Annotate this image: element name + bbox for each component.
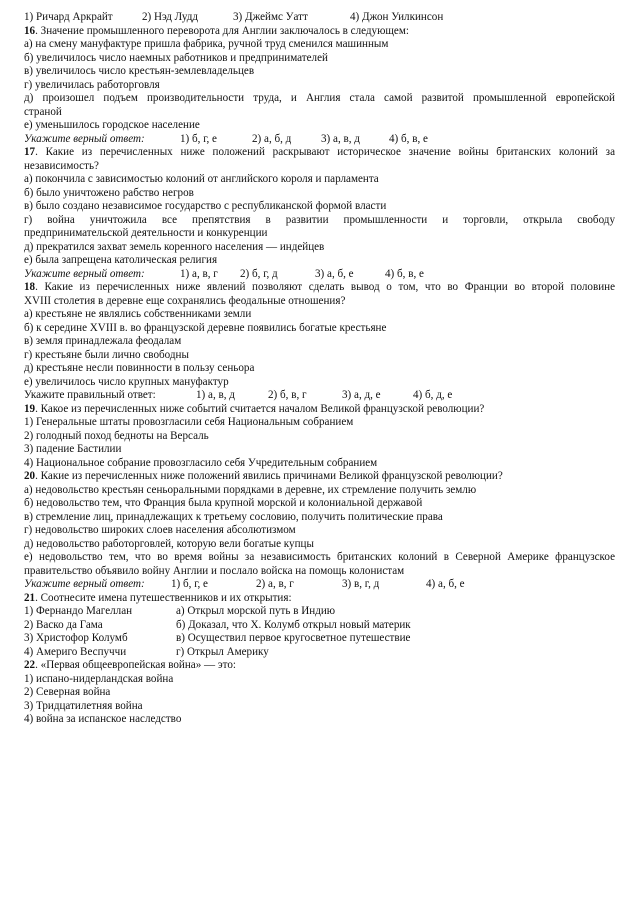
q17-answer-2: 2) б, г, д <box>240 267 278 280</box>
q16-item: е) уменьшилось городское население <box>24 119 200 131</box>
q17-answer-4: 4) б, в, е <box>385 267 424 280</box>
q20-answer-3: 3) в, г, д <box>342 578 380 590</box>
q22-text: . «Первая общеевропейская война» — это: <box>35 659 237 671</box>
q17-text-cont: независимость? <box>24 159 99 172</box>
q16-item: б) увеличилось число наемных работников и предпринимателей <box>24 51 328 64</box>
q16-answer-3: 3) а, в, д <box>321 132 360 145</box>
q21-traveler: 2) Васко да Гама <box>24 618 103 631</box>
q21-question <box>24 592 615 606</box>
q17-item: а) покончила с зависимостью колоний от английского короля и парламента <box>24 173 379 185</box>
q21-pair <box>24 605 615 619</box>
q21-traveler: 4) Америго Веспуччи <box>24 645 127 658</box>
q15-option-3: 3) Джеймс Уатт <box>233 11 308 23</box>
q20-item: правительство объявило войну Англии и послало войска на помощь колонистам <box>24 564 405 577</box>
q18-answers <box>24 389 615 403</box>
q21-text: . Соотнесите имена путешественников и их открытия: <box>35 591 292 604</box>
q18-item: д) крестьяне несли повинности в пользу сеньора <box>24 362 255 374</box>
q22-item: 2) Северная война <box>24 686 111 698</box>
q18-item: в) земля принадлежала феодалам <box>24 335 182 347</box>
q17-answers <box>24 268 615 282</box>
q16-text: . Значение промышленного переворота для Англии заключалось в следующем: <box>35 24 409 37</box>
document-page <box>24 11 615 727</box>
q19-item: 4) Национальное собрание провозгласило себя Учредительным собранием <box>24 456 378 469</box>
q16-answer-4: 4) б, в, е <box>389 132 428 145</box>
q21-discovery: б) Доказал, что Х. Колумб открыл новый материк <box>176 618 411 631</box>
q20-item: г) недовольство широких слоев населения абсолютизмом <box>24 524 296 536</box>
q21-pair <box>24 632 615 646</box>
q17-item: г) война уничтожила все препятствия в развитии промышленности и торговли, открыла свободу <box>24 213 615 226</box>
q17-number: 17 <box>24 146 36 158</box>
q22-item: 4) война за испанское наследство <box>24 713 182 725</box>
q16-answer-2: 2) а, б, д <box>252 132 292 145</box>
q20-item: д) недовольство работорговлей, которую вели богатые купцы <box>24 537 314 550</box>
q21-discovery: а) Открыл морской путь в Индию <box>176 605 336 617</box>
q21-traveler: 1) Фернандо Магеллан <box>24 605 133 617</box>
q17-text: . Какие из перечисленных ниже положений раскрывают историческое значение войны британских колоний за <box>35 146 615 158</box>
q17-answer-1: 1) а, в, г <box>180 267 218 280</box>
q17-item: в) было создано независимое государство с республиканской формой власти <box>24 200 387 212</box>
q16-item: страной <box>24 105 62 118</box>
q21-traveler: 3) Христофор Колумб <box>24 632 128 644</box>
q17-item: б) было уничтожено рабство негров <box>24 186 194 199</box>
q16-question <box>24 25 615 39</box>
q15-option-4: 4) Джон Уилкинсон <box>350 11 444 23</box>
q17-question <box>24 146 615 160</box>
q19-item: 2) голодный поход бедноты на Версаль <box>24 429 209 442</box>
q16-item: г) увеличилась работорговля <box>24 78 160 91</box>
q20-answer-label: Укажите верный ответ: <box>24 578 145 590</box>
q18-item: г) крестьяне были лично свободны <box>24 348 189 361</box>
q17-answer-label: Укажите верный ответ: <box>24 267 145 280</box>
q19-item: 3) падение Бастилии <box>24 443 122 455</box>
q21-discovery: в) Осуществил первое кругосветное путешествие <box>176 632 411 644</box>
q16-answer-label: Укажите верный ответ: <box>24 132 145 145</box>
q20-text: . Какие из перечисленных ниже положений явились причинами Великой французской революции? <box>35 470 503 482</box>
q16-item: д) произошел подъем производительности труда, и Англия стала самой развитой промышленной европейской <box>24 92 615 104</box>
q19-number: 19 <box>24 402 36 415</box>
q18-answer-label: Укажите правильный ответ: <box>24 389 156 401</box>
q20-item: в) стремление лиц, принадлежащих к третьему сословию, получить политические права <box>24 510 443 523</box>
q20-question <box>24 470 615 484</box>
q21-discovery: г) Открыл Америку <box>176 645 269 658</box>
q16-number: 16 <box>24 24 36 37</box>
q18-item: е) увеличилось число крупных мануфактур <box>24 375 229 388</box>
q18-text-cont: XVIII столетия в деревне еще сохранялись феодальные отношения? <box>24 294 346 307</box>
q17-answer-3: 3) а, б, е <box>315 267 354 280</box>
q16-answers <box>24 133 615 147</box>
q16-item: в) увеличилось число крестьян-землевладельцев <box>24 65 255 77</box>
q15-option-1: 1) Ричард Аркрайт <box>24 11 113 23</box>
q18-answer-3: 3) а, д, е <box>342 389 381 401</box>
q18-number: 18 <box>24 281 36 293</box>
q20-answers <box>24 578 615 592</box>
q22-question <box>24 659 615 673</box>
q21-number: 21 <box>24 591 36 604</box>
q20-answer-4: 4) а, б, е <box>426 578 465 590</box>
q19-text: . Какое из перечисленных ниже событий считается началом Великой французской революции? <box>35 402 485 415</box>
q22-item: 3) Тридцатилетняя война <box>24 699 143 712</box>
q20-number: 20 <box>24 470 36 482</box>
q18-text: . Какие из перечисленных ниже явлений позволяют сделать вывод о том, что во Франции во второй половине <box>35 281 615 293</box>
q20-answer-1: 1) б, г, е <box>171 578 208 590</box>
q17-item: е) была запрещена католическая религия <box>24 254 218 266</box>
q18-answer-2: 2) б, в, г <box>268 389 307 401</box>
q21-pair <box>24 646 615 660</box>
q15-options <box>24 11 615 25</box>
q19-item: 1) Генеральные штаты провозгласили себя Национальным собранием <box>24 416 354 428</box>
q21-pair <box>24 619 615 633</box>
q18-item: б) к середине XVIII в. во французской деревне появились богатые крестьяне <box>24 321 387 334</box>
q18-question <box>24 281 615 295</box>
q18-answer-4: 4) б, д, е <box>413 389 453 401</box>
q17-item: предпринимательской деятельности и конкуренции <box>24 227 268 239</box>
q19-question <box>24 403 615 417</box>
q20-item: е) недовольство тем, что во время войны за независимость британских колоний в Северной Америке французское <box>24 551 615 563</box>
q20-item: б) недовольство тем, что Франция была крупной морской и колониальной державой <box>24 497 423 509</box>
q18-item: а) крестьяне не являлись собственниками земли <box>24 308 252 320</box>
q17-item: д) прекратился захват земель коренного населения — индейцев <box>24 240 325 253</box>
q20-answer-2: 2) а, в, г <box>256 578 294 590</box>
q22-number: 22 <box>24 659 36 671</box>
q20-item: а) недовольство крестьян сеньоральными порядками в деревне, их стремление получить землю <box>24 483 477 496</box>
q18-answer-1: 1) а, в, д <box>196 389 235 401</box>
q15-option-2: 2) Нэд Лудд <box>142 11 199 23</box>
q22-item: 1) испано-нидерландская война <box>24 672 174 685</box>
q16-item: а) на смену мануфактуре пришла фабрика, ручной труд сменился машинным <box>24 38 389 50</box>
q16-answer-1: 1) б, г, е <box>180 132 217 145</box>
